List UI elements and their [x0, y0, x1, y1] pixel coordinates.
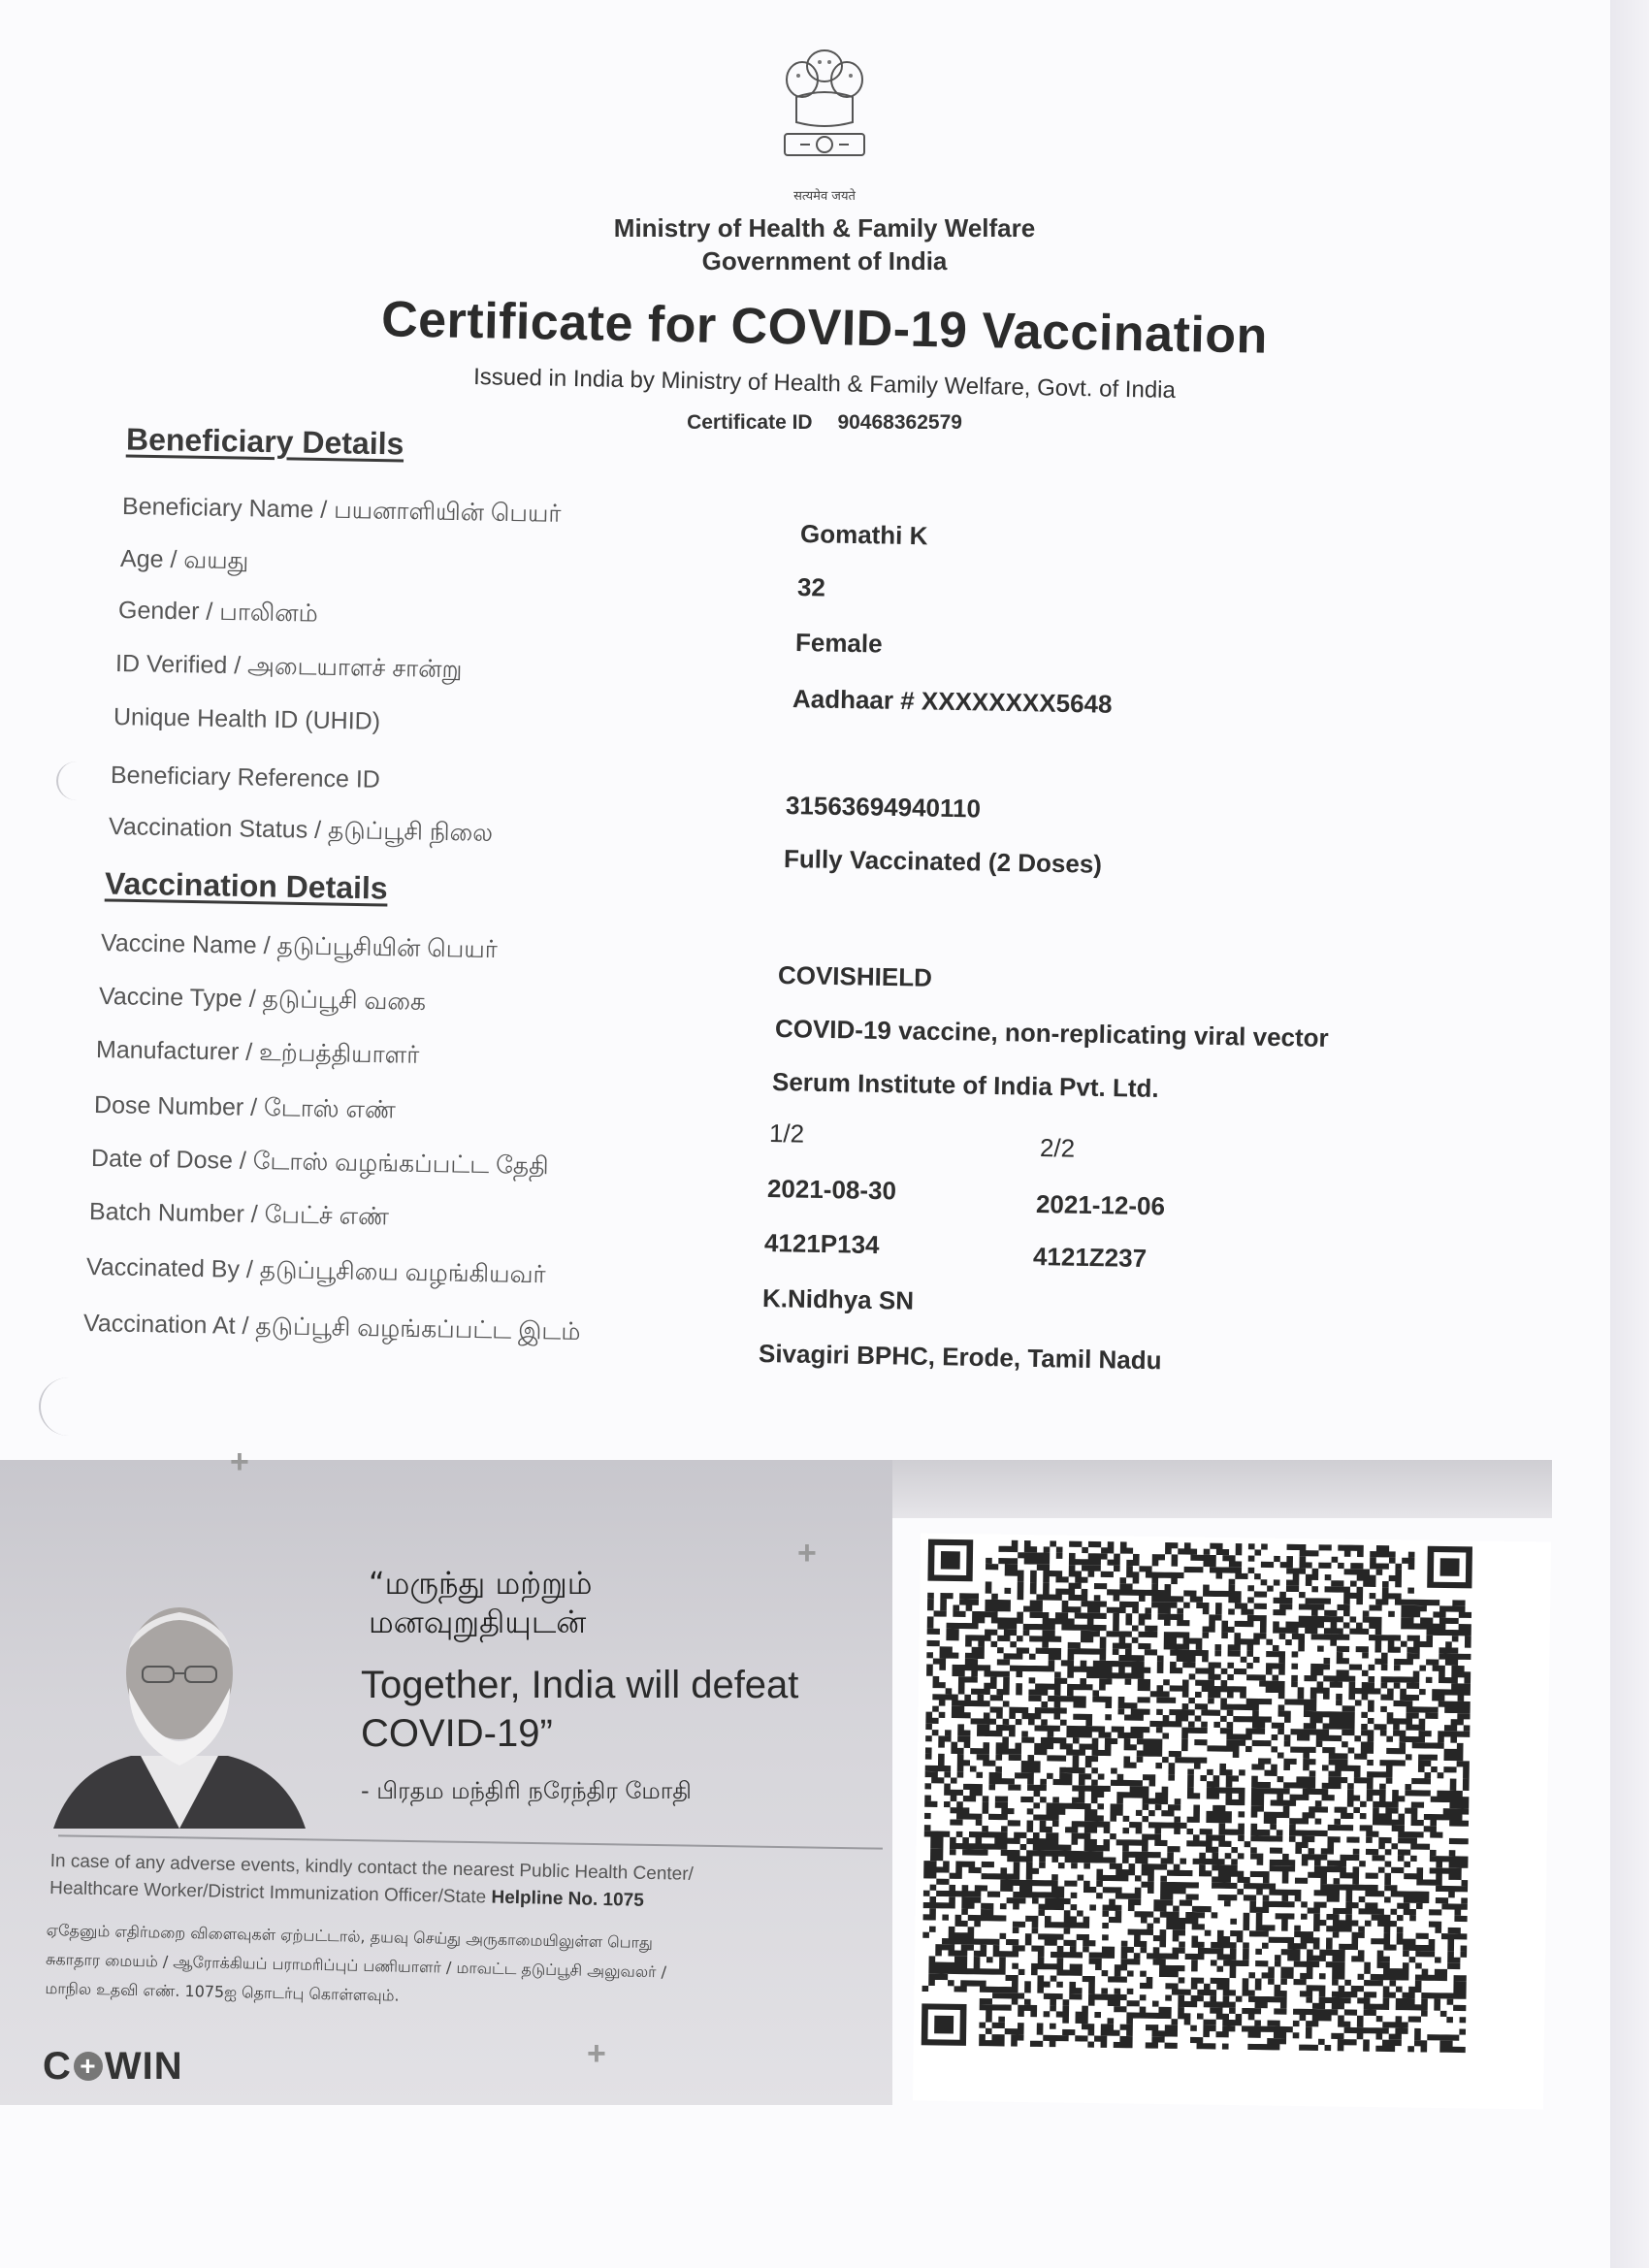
gender-value: Female: [794, 628, 883, 659]
quote-tamil-line: “மருந்து மற்றும்: [369, 1565, 593, 1602]
reference-id-value: 31563694940110: [785, 791, 982, 824]
quote-tamil-line: மனவுறுதியுடன்: [369, 1604, 587, 1640]
vaccinated-at-label: Vaccination At / தடுப்பூசி வழங்கப்பட்ட இடம்: [82, 1310, 581, 1345]
age-label: Age / வயது: [119, 545, 249, 575]
uhid-label: Unique Health ID (UHID): [113, 703, 381, 735]
beneficiary-name-label: Beneficiary Name / பயனாளியின் பெயர்: [121, 493, 562, 528]
cowin-logo: [43, 2045, 183, 2089]
batch-number-label: Batch Number / பேட்ச் எண்: [88, 1198, 390, 1231]
vaccinated-at-value: Sivagiri BPHC, Erode, Tamil Nadu: [758, 1339, 1162, 1376]
qr-finder-pattern: [922, 2003, 967, 2046]
advisory-tamil-line: ஏதேனும் எதிர்மறை விளைவுகள் ஏற்பட்டால், தயவு செய்து அருகாமையிலுள்ள பொது: [46, 1920, 654, 1953]
vaccine-type-label: Vaccine Type / தடுப்பூசி வகை: [98, 983, 427, 1016]
emblem-caption: सत्यमेव जयते: [793, 189, 856, 204]
advisory-line-text: Healthcare Worker/District Immunization Officer/State: [48, 1877, 487, 1908]
advisory-line: In case of any adverse events, kindly contact the nearest Public Health Center/: [49, 1850, 695, 1885]
age-value: 32: [796, 572, 826, 602]
government-name: Government of India: [701, 246, 948, 275]
quote-english-line: COVID-19”: [361, 1712, 553, 1755]
cowin-logo-right: WIN: [104, 2045, 183, 2088]
certificate-header: [0, 29, 1649, 435]
certificate-id-value: 90468362579: [837, 411, 962, 434]
advisory-tamil-line: சுகாதார மையம் / ஆரோக்கியப் பராமரிப்புப் பணியாளர் / மாவட்ட தடுப்பூசி அலுவலர் /: [45, 1949, 667, 1982]
qr-finder-pattern: [927, 1539, 973, 1582]
dose-2-batch: 4121Z237: [1032, 1242, 1148, 1274]
vaccine-name-value: COVISHIELD: [777, 960, 933, 992]
plus-decoration-icon: +: [797, 1535, 817, 1571]
dose-1-batch: 4121P134: [763, 1228, 880, 1260]
vaccine-type-value: COVID-19 vaccine, non-replicating viral vector: [774, 1014, 1329, 1053]
reference-id-label: Beneficiary Reference ID: [110, 761, 381, 794]
vaccinated-by-value: K.Nidhya SN: [761, 1283, 915, 1315]
helpline-number: Helpline No. 1075: [491, 1887, 645, 1911]
vaccinated-by-label: Vaccinated By / தடுப்பூசியை வழங்கியவர்: [85, 1253, 546, 1289]
adverse-events-advisory-tamil: [45, 1916, 852, 2020]
advisory-tamil-line: மாநில உதவி எண். 1075ஐ தொடர்பு கொள்ளவும்.: [45, 1978, 400, 2005]
vaccination-status-label: Vaccination Status / தடுப்பூசி நிலை: [108, 813, 494, 847]
qr-code-icon: [913, 1533, 1551, 2109]
gender-label: Gender / பாலினம்: [117, 597, 318, 628]
beneficiary-name-value: Gomathi K: [799, 519, 928, 551]
plus-decoration-icon: +: [587, 2035, 606, 2072]
dose-1-number: 1/2: [768, 1118, 805, 1149]
scan-smudge: [39, 1377, 99, 1436]
scan-smudge: [56, 761, 97, 800]
ministry-name: Ministry of Health & Family Welfare: [613, 213, 1036, 243]
id-verified-label: ID Verified / அடையாளச் சான்று: [114, 650, 463, 684]
dose-number-label: Dose Number / டோஸ் எண்: [93, 1091, 397, 1124]
vaccine-name-label: Vaccine Name / தடுப்பூசியின் பெயர்: [100, 929, 499, 964]
verification-qr-code: [913, 1533, 1551, 2109]
plus-decoration-icon: +: [230, 1443, 249, 1480]
certificate-id-label: Certificate ID: [687, 411, 813, 434]
quote-attribution: - பிரதம மந்திரி நரேந்திர மோதி: [361, 1777, 692, 1804]
vaccination-section-title: Vaccination Details: [104, 865, 388, 906]
national-emblem-icon: [771, 29, 878, 184]
page-title: Certificate for COVID-19 Vaccination: [380, 291, 1269, 365]
prime-minister-portrait: [53, 1571, 306, 1829]
date-of-dose-label: Date of Dose / டோஸ் வழங்கப்பட்ட தேதி: [90, 1145, 549, 1181]
dose-1-date: 2021-08-30: [766, 1174, 897, 1206]
quote-english-line: Together, India will defeat: [361, 1664, 799, 1706]
cowin-plus-icon: +: [74, 2052, 103, 2081]
beneficiary-section-title: Beneficiary Details: [125, 421, 404, 462]
dose-2-date: 2021-12-06: [1035, 1189, 1166, 1221]
vaccination-status-value: Fully Vaccinated (2 Doses): [783, 844, 1103, 879]
id-verified-value: Aadhaar # XXXXXXXX5648: [792, 684, 1113, 719]
manufacturer-value: Serum Institute of India Pvt. Ltd.: [771, 1067, 1159, 1103]
issued-by: Issued in India by Ministry of Health & Family Welfare, Govt. of India: [472, 364, 1177, 404]
cowin-logo-left: C: [43, 2045, 72, 2088]
qr-finder-pattern: [1427, 1546, 1472, 1589]
manufacturer-label: Manufacturer / உற்பத்தியாளர்: [95, 1036, 420, 1069]
dose-2-number: 2/2: [1039, 1133, 1076, 1163]
quote-english: [361, 1661, 798, 1758]
quote-tamil: [369, 1564, 592, 1641]
